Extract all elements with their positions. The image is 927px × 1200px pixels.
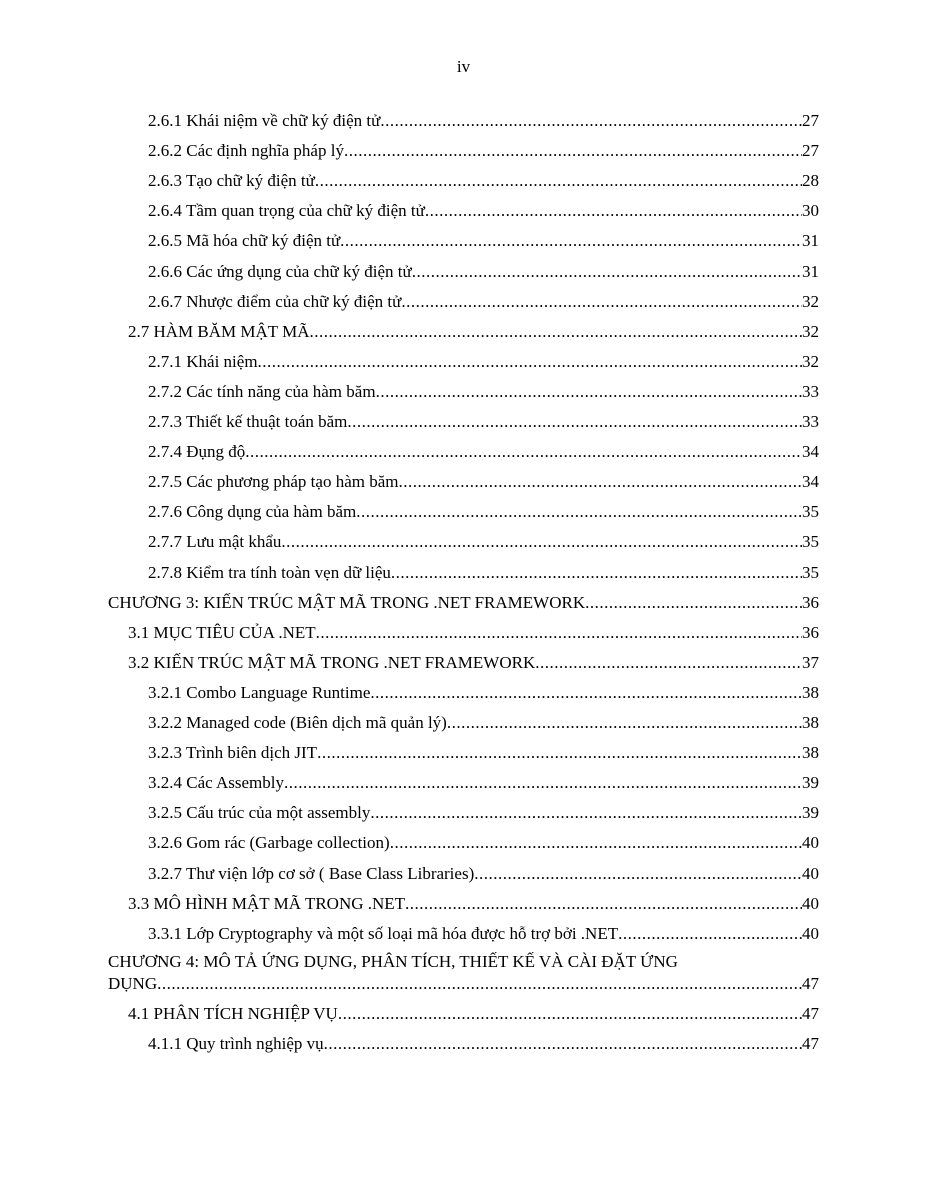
- toc-entry-page: 36: [802, 592, 819, 612]
- toc-entry-page: 28: [802, 171, 819, 191]
- toc-entry[interactable]: [148, 200, 819, 222]
- toc-entry[interactable]: [128, 321, 819, 343]
- toc-entry-chapter-4[interactable]: [108, 951, 819, 995]
- toc-dot-leader: [390, 832, 802, 854]
- toc-entry[interactable]: [148, 863, 819, 885]
- toc-dot-leader: [376, 381, 802, 403]
- toc-entry-title: 2.6.5 Mã hóa chữ ký điện tử: [148, 231, 341, 251]
- toc-entry-title: 2.7.2 Các tính năng của hàm băm: [148, 381, 376, 401]
- toc-entry[interactable]: [148, 411, 819, 433]
- toc-entry-page: 40: [802, 923, 819, 943]
- toc-dot-leader: [447, 712, 802, 734]
- toc-entry-title-line2: [108, 973, 819, 995]
- toc-entry[interactable]: [148, 351, 819, 373]
- toc-entry-title-line1: CHƯƠNG 4: MÔ TẢ ỨNG DỤNG, PHÂN TÍCH, THIẾT KẾ VÀ CÀI ĐẶT ỨNG: [108, 951, 678, 971]
- toc-entry-page: 39: [802, 803, 819, 823]
- toc-entry[interactable]: [148, 742, 819, 764]
- toc-entry-title: 3.1 MỤC TIÊU CỦA .NET: [128, 622, 316, 642]
- toc-entry-page: 40: [802, 863, 819, 883]
- toc-dot-leader: [618, 923, 802, 945]
- toc-entry-page: 39: [802, 773, 819, 793]
- toc-dot-leader: [316, 622, 802, 644]
- toc-dot-leader: [284, 772, 802, 794]
- toc-entry[interactable]: [148, 531, 819, 553]
- toc-entry-title: 2.7 HÀM BĂM MẬT MÃ: [128, 321, 310, 341]
- toc-dot-leader: [356, 501, 802, 523]
- toc-entry[interactable]: [128, 1003, 819, 1025]
- toc-entry-page: 40: [802, 893, 819, 913]
- toc-dot-leader: [347, 411, 802, 433]
- toc-entry[interactable]: [148, 832, 819, 854]
- toc-entry-title: 2.6.3 Tạo chữ ký điện tử: [148, 171, 315, 191]
- toc-entry[interactable]: [148, 441, 819, 463]
- toc-dot-leader: [370, 682, 802, 704]
- toc-entry-title: 3.3.1 Lớp Cryptography và một số loại mã hóa được hỗ trợ bởi .NET: [148, 923, 619, 943]
- toc-entry[interactable]: [128, 893, 819, 915]
- toc-entry-page: 34: [802, 472, 819, 492]
- toc-entry-page: 35: [802, 562, 819, 582]
- toc-entry[interactable]: [148, 923, 819, 945]
- toc-entry-page: 34: [802, 442, 819, 462]
- toc-entry-title: 3.2.5 Cấu trúc của một assembly: [148, 803, 371, 823]
- toc-entry-title: 3.2.2 Managed code (Biên dịch mã quản lý): [148, 713, 447, 732]
- toc-entry[interactable]: [148, 802, 819, 824]
- toc-entry-title: 2.7.8 Kiểm tra tính toàn vẹn dữ liệu: [148, 562, 391, 582]
- toc-dot-leader: [258, 351, 802, 373]
- toc-entry[interactable]: [148, 261, 819, 283]
- toc-dot-leader: [398, 471, 802, 493]
- toc-dot-leader: [324, 1033, 802, 1055]
- toc-entry-page: 35: [802, 532, 819, 552]
- toc-entry-title: CHƯƠNG 3: KIẾN TRÚC MẬT MÃ TRONG .NET FRAMEWORK: [108, 592, 586, 612]
- toc-entry-page: 31: [802, 261, 819, 281]
- toc-entry-page: 30: [802, 201, 819, 221]
- toc-entry-title: 2.7.6 Công dụng của hàm băm: [148, 502, 357, 522]
- toc-dot-leader: [380, 110, 802, 132]
- toc-entry-page: 27: [802, 111, 819, 130]
- toc-entry-title: 3.2.3 Trình biên dịch JIT: [148, 743, 318, 763]
- toc-dot-leader: [425, 200, 802, 222]
- toc-entry-title: 4.1.1 Quy trình nghiệp vụ: [148, 1033, 324, 1053]
- toc-dot-leader: [281, 531, 802, 553]
- toc-entry-page: 36: [802, 622, 819, 642]
- toc-dot-leader: [340, 230, 802, 252]
- toc-entry[interactable]: [128, 622, 819, 644]
- toc-dot-leader: [344, 140, 802, 162]
- toc-entry-title: 2.6.2 Các định nghĩa pháp lý: [148, 141, 344, 161]
- toc-entry-page: 32: [802, 351, 819, 371]
- toc-entry[interactable]: [148, 110, 819, 132]
- toc-entry-page: 40: [802, 833, 819, 853]
- toc-entry[interactable]: [148, 381, 819, 403]
- toc-entry-page: 33: [802, 412, 819, 431]
- toc-entry-title: 2.7.4 Đụng độ: [148, 442, 246, 462]
- toc-dot-leader: [585, 592, 802, 614]
- toc-entry[interactable]: [148, 170, 819, 192]
- toc-entry-title: 2.6.7 Nhược điểm của chữ ký điện tử: [148, 291, 402, 311]
- toc-entry[interactable]: [108, 592, 819, 614]
- toc-entry[interactable]: [148, 471, 819, 493]
- toc-entry-page: 38: [802, 743, 819, 763]
- toc-dot-leader: [401, 291, 802, 313]
- toc-entry[interactable]: [148, 291, 819, 313]
- toc-dot-leader: [310, 321, 802, 343]
- toc-dot-leader: [474, 863, 802, 885]
- toc-entry-page: 33: [802, 381, 819, 401]
- toc-entry-title: 3.2.6 Gom rác (Garbage collection): [148, 833, 390, 853]
- toc-dot-leader: [535, 652, 802, 674]
- toc-entry-title: 3.2.4 Các Assembly: [148, 773, 284, 793]
- toc-entry[interactable]: [148, 140, 819, 162]
- toc-entry-title: 3.3 MÔ HÌNH MẬT MÃ TRONG .NET: [128, 893, 406, 913]
- toc-entry[interactable]: [148, 1033, 819, 1055]
- toc-entry[interactable]: [148, 562, 819, 584]
- toc-entry-title: 2.7.7 Lưu mật khẩu: [148, 532, 282, 552]
- toc-entry-page: 35: [802, 502, 819, 522]
- toc-entry-title: 2.7.1 Khái niệm: [148, 351, 258, 371]
- toc-dot-leader: [315, 170, 802, 192]
- toc-dot-leader: [157, 973, 802, 995]
- toc-entry-title: 3.2.1 Combo Language Runtime: [148, 682, 371, 702]
- toc-entry-title: 3.2 KIẾN TRÚC MẬT MÃ TRONG .NET FRAMEWORK: [128, 652, 536, 672]
- toc-entry-page: 47: [802, 1033, 819, 1053]
- toc-dot-leader: [245, 441, 802, 463]
- toc-dot-leader: [317, 742, 802, 764]
- toc-entry-page: 37: [802, 652, 819, 672]
- toc-dot-leader: [391, 562, 802, 584]
- toc-entry-title: 2.6.4 Tầm quan trọng của chữ ký điện tử: [148, 201, 425, 221]
- toc-entry[interactable]: [148, 501, 819, 523]
- toc-entry-page: 31: [802, 231, 819, 251]
- toc-entry[interactable]: [128, 652, 819, 674]
- toc-entry[interactable]: [148, 230, 819, 252]
- toc-dot-leader: [405, 893, 802, 915]
- toc-entry-page: 32: [802, 321, 819, 341]
- toc-entry-title: 2.7.5 Các phương pháp tạo hàm băm: [148, 472, 399, 492]
- toc-entry-page: 38: [802, 682, 819, 702]
- toc-entry-title: 2.6.1 Khái niệm về chữ ký điện tử: [148, 111, 381, 130]
- toc-dot-leader: [412, 261, 802, 283]
- toc-entry[interactable]: [148, 712, 819, 734]
- toc-entry-title: 4.1 PHÂN TÍCH NGHIỆP VỤ: [128, 1003, 338, 1023]
- toc-entry[interactable]: [148, 772, 819, 794]
- toc-entry-page: 32: [802, 291, 819, 311]
- toc-entry-title: DỤNG: [108, 973, 158, 993]
- toc-entry-page: 47: [802, 973, 819, 993]
- page-number: iv: [456, 57, 471, 76]
- toc-entry-title: 2.6.6 Các ứng dụng của chữ ký điện tử: [148, 261, 412, 281]
- toc-dot-leader: [338, 1003, 802, 1025]
- toc-entry-title: 2.7.3 Thiết kế thuật toán băm: [148, 412, 348, 431]
- toc-entry-page: 38: [802, 713, 819, 732]
- toc-entry-page: 47: [802, 1003, 819, 1023]
- toc-entry[interactable]: [148, 682, 819, 704]
- toc-entry-title: 3.2.7 Thư viện lớp cơ sở ( Base Class Libraries): [148, 863, 475, 883]
- toc-dot-leader: [370, 802, 802, 824]
- toc-entry-page: 27: [802, 141, 819, 161]
